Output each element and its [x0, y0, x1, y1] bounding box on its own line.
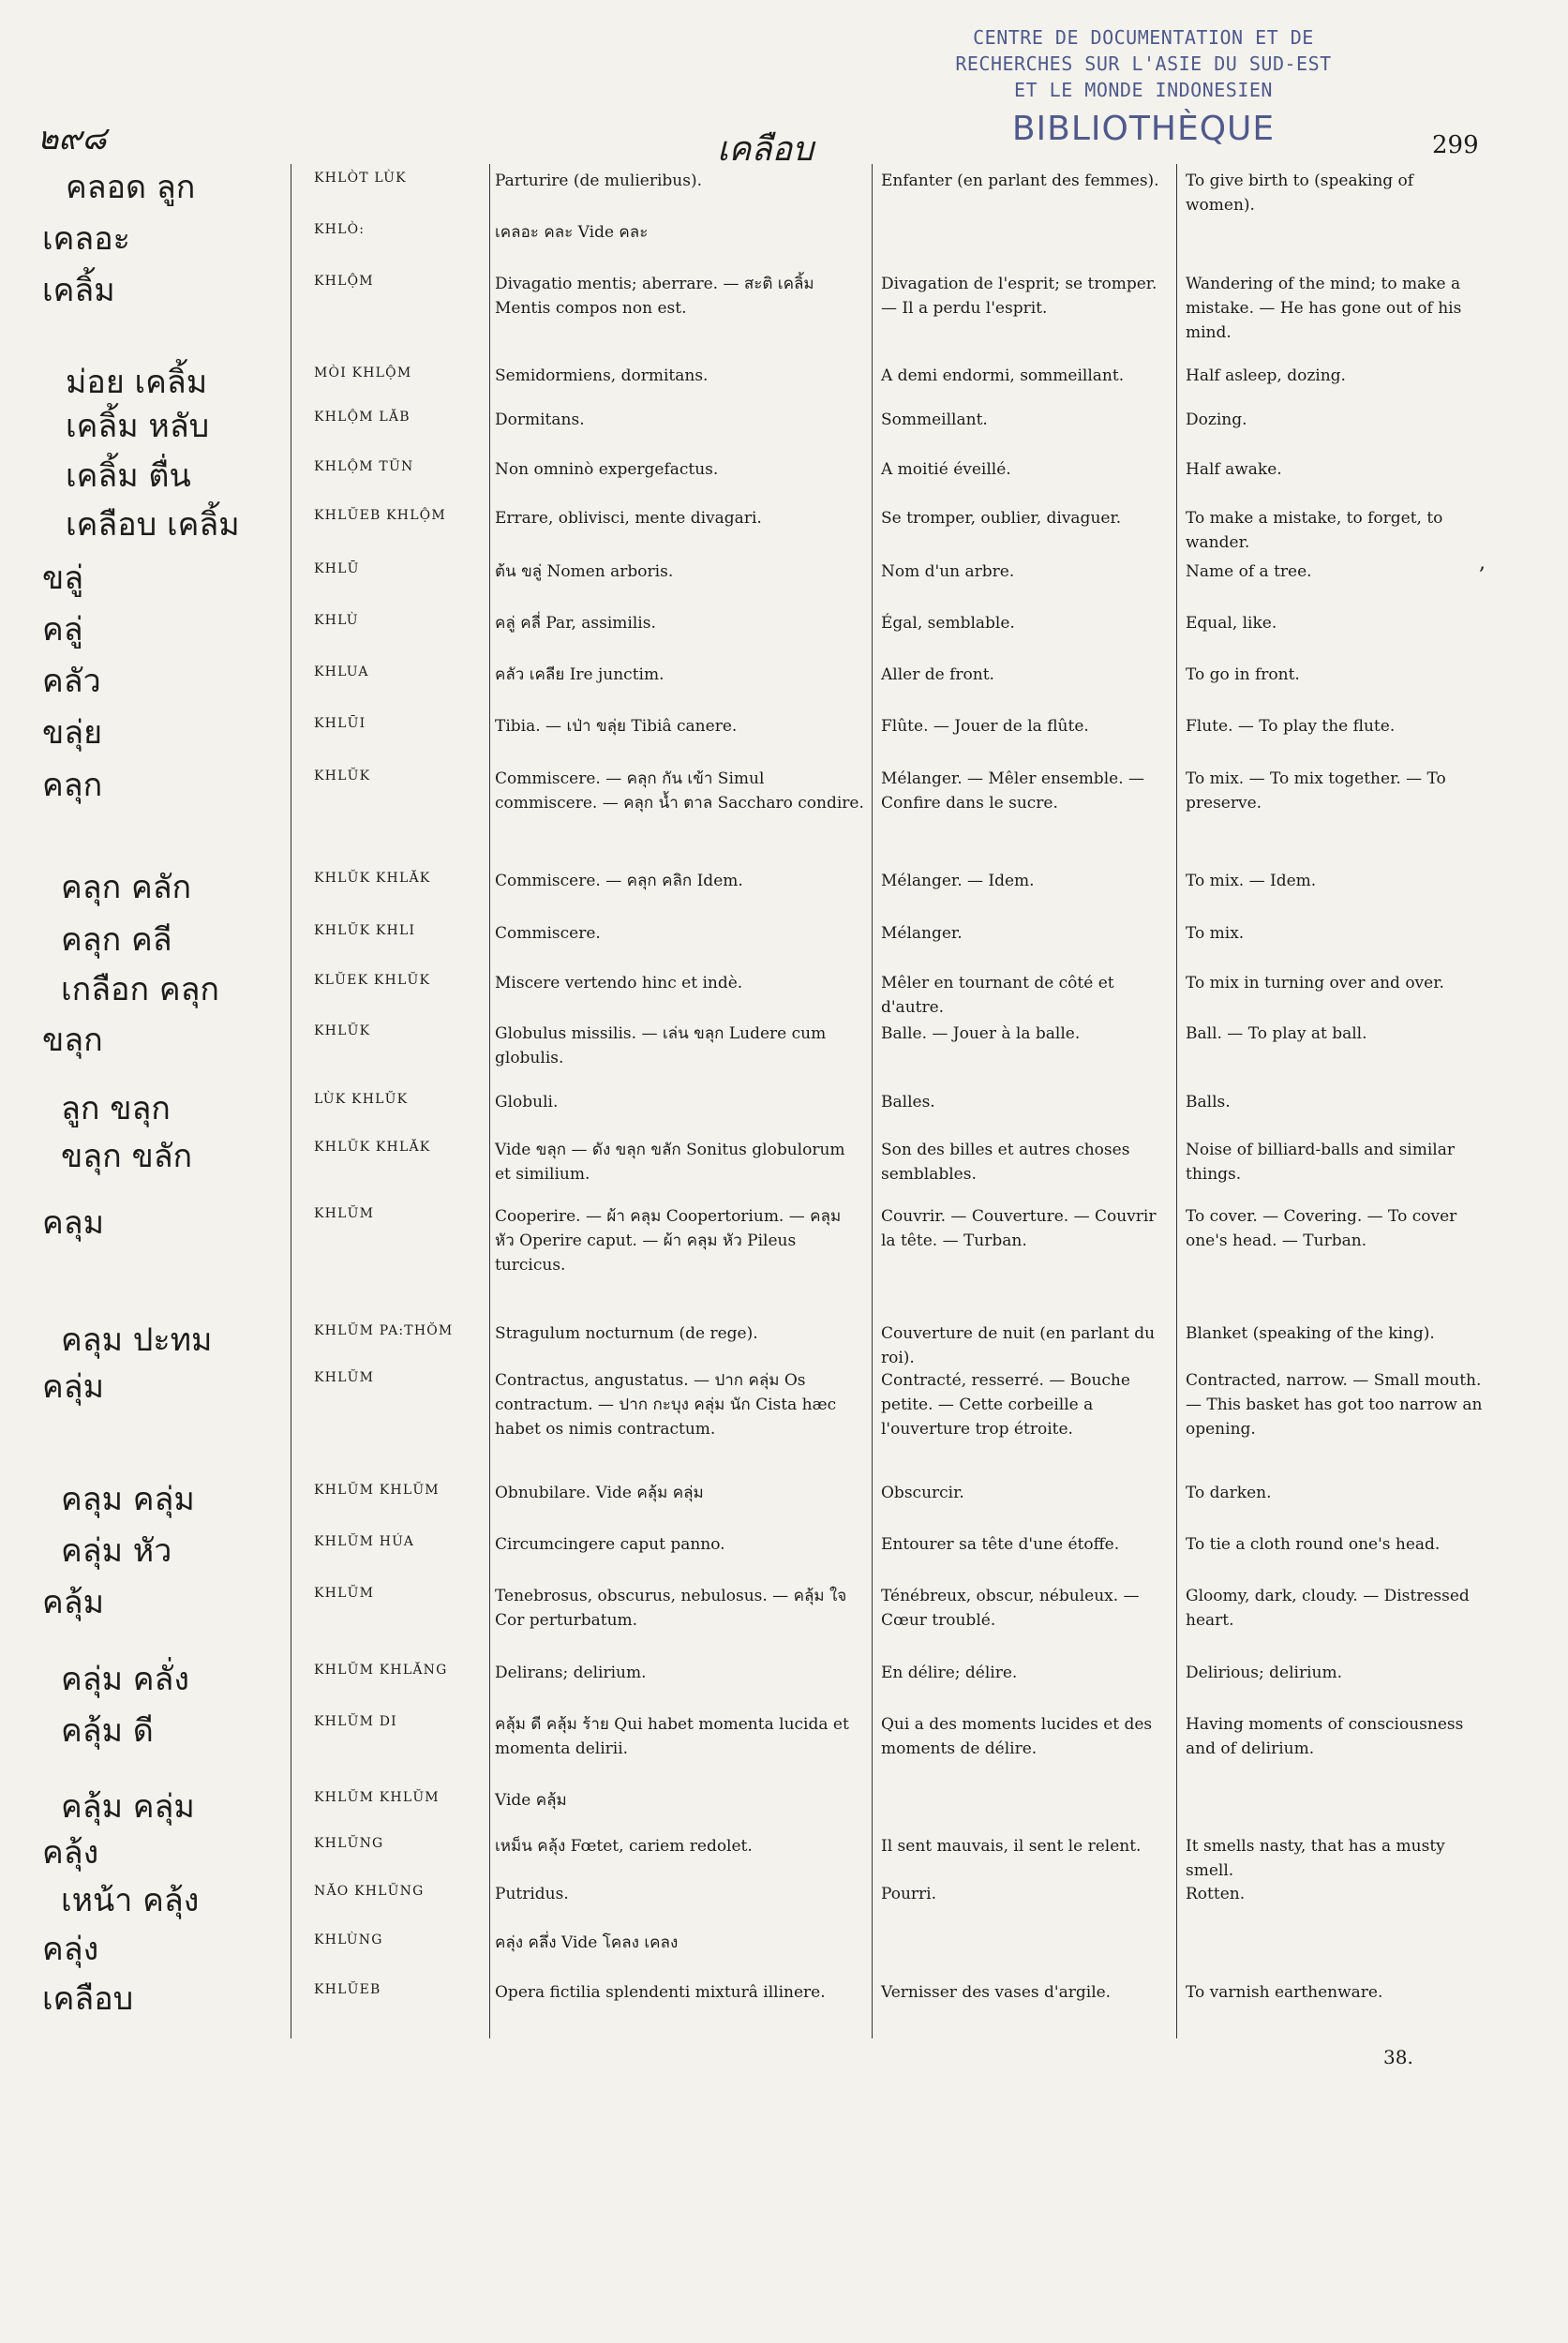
entry-english: To mix. — To mix together. — To preserve.	[1186, 769, 1446, 813]
entry-french: En délire; délire.	[881, 1664, 1018, 1682]
entry-french: Mêler en tournant de côté et d'autre.	[881, 974, 1114, 1017]
margin-mark: ,	[1479, 551, 1486, 575]
entry-romanization: KHLŬM KHLĂNG	[314, 1663, 448, 1678]
entry-french: Balle. — Jouer à la balle.	[881, 1024, 1081, 1043]
entry-latin: Delirans; delirium.	[495, 1664, 647, 1682]
entry-english: Half asleep, dozing.	[1186, 366, 1346, 385]
entry-headword: เหน้า คลุ้ง	[61, 1882, 200, 1919]
entry-latin: Globulus missilis. — เล่น ขลุก Ludere cum globulis.	[495, 1024, 827, 1067]
entry-romanization: KHLŪI	[314, 716, 366, 731]
entry-headword: เคลิ้ม หลับ	[66, 408, 210, 445]
entry-french: Entourer sa tête d'une étoffe.	[881, 1535, 1120, 1554]
entry-french: Couvrir. — Couverture. — Couvrir la tête. — Turban.	[881, 1207, 1157, 1250]
entry-french: Se tromper, oublier, divaguer.	[881, 509, 1122, 528]
entry-french: Pourri.	[881, 1885, 937, 1903]
entry-latin: ต้น ขลู่ Nomen arboris.	[495, 562, 674, 581]
entry-latin: เหม็น คลุ้ง Fœtet, cariem redolet.	[495, 1837, 753, 1856]
entry-headword: ขลู่	[42, 560, 84, 597]
entry-latin: Commiscere. — คลุก กัน เข้า Simul commiscere. — คลุก น้ำ ตาล Saccharo condire.	[495, 769, 864, 813]
entry-romanization: KHLŬM HÚA	[314, 1534, 415, 1549]
entry-french: Obscurcir.	[881, 1484, 964, 1502]
entry-latin: Miscere vertendo hinc et indè.	[495, 974, 743, 992]
entry-french: Vernisser des vases d'argile.	[881, 1983, 1112, 2002]
entry-english: Contracted, narrow. — Small mouth. — This basket has got too narrow an opening.	[1186, 1371, 1483, 1439]
entry-headword: คลุ่ม	[42, 1368, 104, 1406]
entry-french: Mélanger. — Mêler ensemble. — Confire dans le sucre.	[881, 769, 1144, 813]
stamp-line-4: BIBLIOTHÈQUE	[1011, 110, 1276, 148]
entry-latin: คลัว เคลีย Ire junctim.	[495, 665, 665, 684]
entry-headword: คลุม ปะทม	[61, 1321, 213, 1359]
entry-headword: เคลือบ เคลิ้ม	[66, 506, 240, 544]
column-rule	[872, 164, 873, 2038]
entry-english: To varnish earthenware.	[1186, 1983, 1383, 2002]
entry-english: Having moments of consciousness and of delirium.	[1186, 1715, 1464, 1758]
entry-headword: ขลุก ขลัก	[61, 1138, 193, 1175]
entry-latin: คลุ้ม ดี คลุ้ม ร้าย Qui habet momenta lucida et momenta delirii.	[495, 1715, 849, 1758]
entry-english: Delirious; delirium.	[1186, 1664, 1343, 1682]
entry-headword: คลุก คลี	[61, 921, 172, 959]
entry-english: To make a mistake, to forget, to wander.	[1186, 509, 1443, 552]
entry-romanization: KHLÒ:	[314, 222, 366, 237]
entry-french: Divagation de l'esprit; se tromper. — Il a perdu l'esprit.	[881, 275, 1157, 318]
entry-romanization: KHLŬM PA:THŎM	[314, 1323, 454, 1338]
entry-english: Noise of billiard-balls and similar things.	[1186, 1141, 1455, 1184]
entry-latin: Errare, oblivisci, mente divagari.	[495, 509, 762, 528]
entry-english: Gloomy, dark, cloudy. — Distressed heart.	[1186, 1587, 1470, 1630]
entry-headword: คลู่	[42, 611, 83, 649]
entry-headword: คลุม คลุ่ม	[61, 1481, 195, 1518]
entry-romanization: KHLỘM	[314, 274, 374, 289]
entry-latin: คลู่ คลี่ Par, assimilis.	[495, 614, 656, 633]
entry-headword: เคลอะ	[42, 220, 130, 258]
entry-latin: คลุ่ง คลึ่ง Vide โคลง เคลง	[495, 1933, 679, 1952]
entry-latin: Circumcingere caput panno.	[495, 1535, 725, 1554]
entry-headword: ขลุ่ย	[42, 714, 102, 752]
entry-romanization: KHLŬM KHLŬM	[314, 1790, 440, 1805]
column-rule	[489, 164, 490, 2038]
stamp-line-2: RECHERCHES SUR L'ASIE DU SUD-EST	[955, 52, 1332, 75]
entry-english: Half awake.	[1186, 460, 1282, 479]
entry-latin: Commiscere. — คลุก คลิก Idem.	[495, 872, 743, 890]
entry-latin: Non omninò expergefactus.	[495, 460, 719, 479]
entry-romanization: KHLŬK KHLĂK	[314, 871, 431, 886]
entry-latin: Semidormiens, dormitans.	[495, 366, 709, 385]
entry-latin: Commiscere.	[495, 924, 601, 943]
entry-latin: Tenebrosus, obscurus, nebulosus. — คลุ้ม ใจ Cor perturbatum.	[495, 1587, 847, 1630]
entry-english: To mix.	[1186, 924, 1245, 943]
entry-headword: คลุก คลัก	[61, 869, 192, 906]
entry-english: Name of a tree.	[1186, 562, 1312, 581]
entry-latin: Dormitans.	[495, 410, 585, 429]
entry-english: To darken.	[1186, 1484, 1272, 1502]
entry-english: Rotten.	[1186, 1885, 1246, 1903]
entry-french: Ténébreux, obscur, nébuleux. — Cœur troublé.	[881, 1587, 1140, 1630]
entry-headword: คลุ่ง	[42, 1931, 99, 1968]
entry-latin: Obnubilare. Vide คลุ้ม คลุ่ม	[495, 1484, 704, 1502]
entry-romanization: KHLÙNG	[314, 1933, 383, 1948]
entry-romanization: KHLŬEB	[314, 1982, 381, 1997]
entry-latin: Putridus.	[495, 1885, 569, 1903]
library-stamp	[923, 24, 1364, 150]
entry-headword: ขลุก	[42, 1022, 103, 1059]
entry-romanization: KHLŬEB KHLỘM	[314, 508, 446, 523]
entry-headword: คลุม	[42, 1204, 104, 1242]
thai-page-number: ๒๙๘	[37, 120, 107, 157]
entry-english: To mix in turning over and over.	[1186, 974, 1444, 992]
entry-english: To go in front.	[1186, 665, 1300, 684]
entry-latin: Divagatio mentis; aberrare. — สะติ เคลิ้ม Mentis compos non est.	[495, 275, 814, 318]
entry-headword: คลุ้ม คลุ่ม	[61, 1788, 195, 1826]
entry-english: Equal, like.	[1186, 614, 1277, 633]
entry-romanization: KHLÙ	[314, 613, 359, 628]
entry-romanization: KHLỘM TŬN	[314, 459, 414, 474]
entry-latin: Parturire (de mulieribus).	[495, 172, 703, 190]
entry-headword: คลอด ลูก	[66, 169, 196, 206]
entry-french: Qui a des moments lucides et des moments de délire.	[881, 1715, 1153, 1758]
entry-french: A demi endormi, sommeillant.	[881, 366, 1125, 385]
entry-french: Aller de front.	[881, 665, 994, 684]
signature-number: 38.	[1383, 2046, 1413, 2068]
entry-romanization: MÒI KHLỘM	[314, 366, 412, 381]
entry-french: Sommeillant.	[881, 410, 988, 429]
stamp-line-1: CENTRE DE DOCUMENTATION ET DE	[973, 26, 1314, 49]
entry-french: Enfanter (en parlant des femmes).	[881, 172, 1159, 190]
entry-latin: Vide ขลุก — ดัง ขลุก ขลัก Sonitus globulorum et similium.	[495, 1141, 845, 1184]
entry-headword: คลุ้ง	[42, 1834, 99, 1872]
entry-english: To give birth to (speaking of women).	[1186, 172, 1414, 215]
entry-french: Son des billes et autres choses semblables.	[881, 1141, 1130, 1184]
entry-latin: Tibia. — เป่า ขลุ่ย Tibiâ canere.	[495, 717, 738, 736]
entry-latin: Globuli.	[495, 1093, 559, 1112]
entry-headword: ลูก ขลุก	[61, 1090, 171, 1127]
entry-french: Couverture de nuit (en parlant du roi).	[881, 1324, 1156, 1367]
entry-romanization: LÙK KHLŬK	[314, 1092, 409, 1107]
entry-english: Dozing.	[1186, 410, 1247, 429]
column-rule	[1176, 164, 1177, 2038]
entry-latin: Contractus, angustatus. — ปาก คลุ่ม Os contractum. — ปาก กะบุง คลุ่ม นัก Cista hæc habet os nimis contractum.	[495, 1371, 837, 1439]
entry-romanization: KHLỘM LĂB	[314, 410, 411, 425]
entry-french: A moitié éveillé.	[881, 460, 1011, 479]
entry-english: To mix. — Idem.	[1186, 872, 1317, 890]
entry-latin: Opera fictilia splendenti mixturâ illinere.	[495, 1983, 826, 2002]
entry-romanization: NĂO KHLŬNG	[314, 1884, 425, 1899]
entry-latin: เคลอะ คละ Vide คละ	[495, 223, 649, 242]
entry-french: Balles.	[881, 1093, 935, 1112]
entry-french: Contracté, resserré. — Bouche petite. — Cette corbeille a l'ouverture trop étroite.	[881, 1371, 1130, 1439]
entry-romanization: KHLŬK	[314, 769, 371, 783]
entry-romanization: KHLUA	[314, 664, 369, 679]
entry-romanization: KHLŬM	[314, 1206, 375, 1221]
entry-romanization: KHLŬNG	[314, 1836, 384, 1851]
entry-french: Égal, semblable.	[881, 614, 1015, 633]
entry-french: Flûte. — Jouer de la flûte.	[881, 717, 1089, 736]
entry-headword: คลุ้ม ดี	[61, 1712, 154, 1750]
stamp-line-3: ET LE MONDE INDONESIEN	[1014, 79, 1273, 101]
entry-headword: เกลือก คลุก	[61, 971, 220, 1008]
entry-english: It smells nasty, that has a musty smell.	[1186, 1837, 1445, 1880]
entry-romanization: KLŬEK KHLŬK	[314, 973, 431, 988]
entry-headword: คลัว	[42, 663, 101, 700]
entry-headword: เคลิ้ม	[42, 272, 115, 309]
entry-french: Mélanger. — Idem.	[881, 872, 1035, 890]
entry-french: Nom d'un arbre.	[881, 562, 1015, 581]
entry-latin: Cooperire. — ผ้า คลุม Coopertorium. — คลุม หัว Operire caput. — ผ้า คลุม หัว Pileus turcicus.	[495, 1207, 842, 1275]
entry-english: Balls.	[1186, 1093, 1231, 1112]
running-head: เคลือบ	[717, 130, 814, 169]
entry-english: Ball. — To play at ball.	[1186, 1024, 1367, 1043]
entry-romanization: KHLŬK KHLĂK	[314, 1140, 431, 1155]
page-number: 299	[1432, 131, 1479, 159]
entry-romanization: KHLŬK KHLI	[314, 923, 416, 938]
entry-romanization: KHLÒT LÙK	[314, 171, 407, 186]
entry-headword: คลุ่ม หัว	[61, 1532, 172, 1570]
entry-english: To cover. — Covering. — To cover one's head. — Turban.	[1186, 1207, 1457, 1250]
entry-latin: Vide คลุ้ม	[495, 1791, 567, 1810]
entry-romanization: KHLŬM DI	[314, 1714, 397, 1729]
entry-romanization: KHLŪ	[314, 561, 360, 576]
entry-english: To tie a cloth round one's head.	[1186, 1535, 1441, 1554]
entry-romanization: KHLŬM	[314, 1370, 375, 1385]
entry-headword: ม่อย เคลิ้ม	[66, 364, 208, 401]
entry-headword: คลุ่ม คลั่ง	[61, 1661, 189, 1698]
entry-french: Mélanger.	[881, 924, 963, 943]
entry-romanization: KHLŬM	[314, 1586, 375, 1601]
entry-romanization: KHLŬK	[314, 1023, 371, 1038]
entry-headword: คลุก	[42, 767, 103, 804]
entry-french: Il sent mauvais, il sent le relent.	[881, 1837, 1142, 1856]
entry-english: Flute. — To play the flute.	[1186, 717, 1396, 736]
entry-english: Wandering of the mind; to make a mistake. — He has gone out of his mind.	[1186, 275, 1462, 342]
entry-romanization: KHLŬM KHLŬM	[314, 1483, 440, 1498]
entry-headword: เคลิ้ม ตื่น	[66, 457, 191, 495]
entry-headword: เคลือบ	[42, 1980, 134, 2018]
entry-headword: คลุ้ม	[42, 1584, 104, 1621]
entry-english: Blanket (speaking of the king).	[1186, 1324, 1435, 1343]
entry-latin: Stragulum nocturnum (de rege).	[495, 1324, 758, 1343]
